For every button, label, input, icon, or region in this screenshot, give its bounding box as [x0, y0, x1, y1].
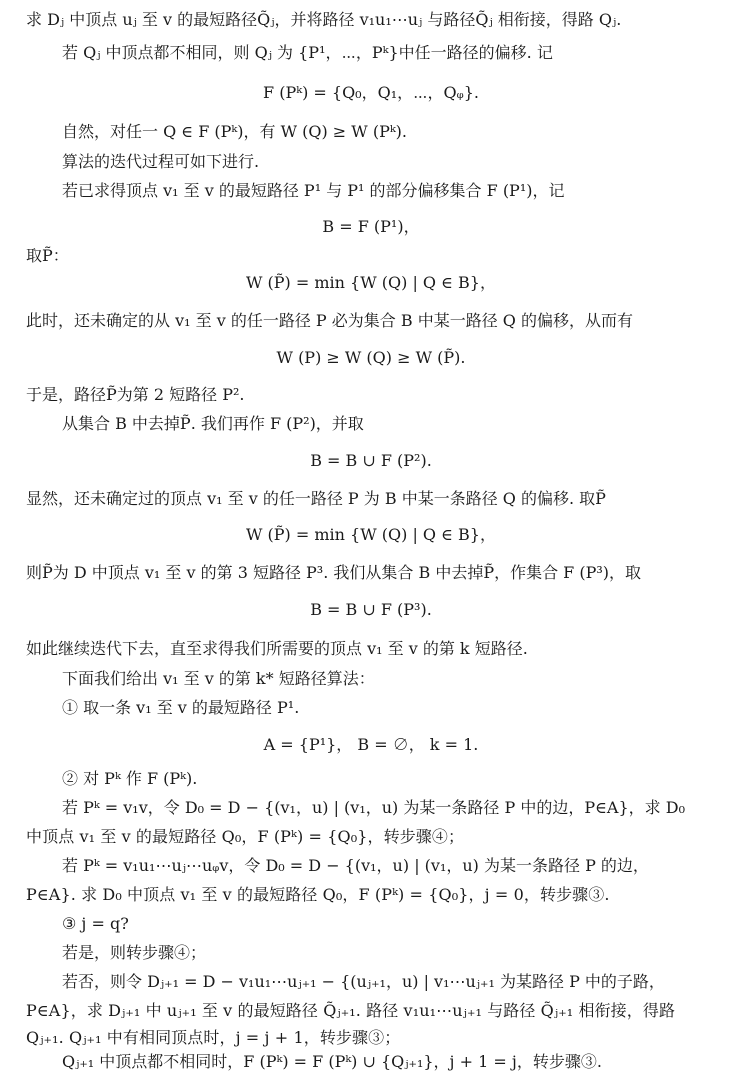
text-line: 则P̃为 D 中顶点 v₁ 至 v 的第 3 短路径 P³. 我们从集合 B 中去掉P̃，作集合 F (P³)，取 — [26, 563, 642, 582]
text-line: Qⱼ₊₁. Qⱼ₊₁ 中有相同顶点时，j = j + 1，转步骤③； — [26, 1028, 401, 1047]
text-line: ③ j = q? — [62, 914, 129, 933]
text-line: 求 Dⱼ 中顶点 uⱼ 至 v 的最短路径Q̃ⱼ，并将路径 v₁u₁⋯uⱼ 与路径Q̃ⱼ 相衔接，得路 Qⱼ. — [26, 10, 622, 29]
text-line: P∈A}，求 Dⱼ₊₁ 中 uⱼ₊₁ 至 v 的最短路径 Q̃ⱼ₊₁. 路径 v₁u₁⋯uⱼ₊₁ 与路径 Q̃ⱼ₊₁ 相衔接，得路 — [26, 1001, 676, 1020]
formula-line: W (P̃) = min {W (Q) | Q ∈ B}， — [246, 273, 496, 292]
formula-line: B = B ∪ F (P³). — [310, 600, 432, 619]
text-line: 若否，则令 Dⱼ₊₁ = D − v₁u₁⋯uⱼ₊₁ − {(uⱼ₊₁，u) | v₁⋯uⱼ₊₁ 为某路径 P 中的子路， — [62, 972, 665, 991]
text-line: 若 Pᵏ = v₁u₁⋯uⱼ⋯uᵩv，令 D₀ = D − {(v₁，u) | (v₁，u) 为某一条路径 P 的边， — [62, 856, 649, 875]
text-line: 中顶点 v₁ 至 v 的最短路径 Q₀，F (Pᵏ) = {Q₀}，转步骤④； — [26, 827, 465, 846]
formula-line: A = {P¹}， B = ∅， k = 1. — [263, 735, 479, 754]
text-line: 若已求得顶点 v₁ 至 v 的最短路径 P¹ 与 P¹ 的部分偏移集合 F (P¹)，记 — [62, 181, 565, 200]
text-line: 若是，则转步骤④； — [62, 943, 207, 962]
text-line: ② 对 Pᵏ 作 F (Pᵏ). — [62, 769, 198, 788]
formula-line: W (P̃) = min {W (Q) | Q ∈ B}， — [246, 525, 496, 544]
text-line: 取P̃： — [26, 246, 69, 265]
text-line: 自然，对任一 Q ∈ F (Pᵏ)，有 W (Q) ≥ W (Pᵏ). — [62, 122, 407, 141]
formula-line: F (Pᵏ) = {Q₀，Q₁，⋯，Qᵩ}. — [263, 83, 479, 102]
text-line: 若 Pᵏ = v₁v，令 D₀ = D − {(v₁，u) | (v₁，u) 为某一条路径 P 中的边，P∈A}，求 D₀ — [62, 798, 685, 817]
text-line: P∈A}. 求 D₀ 中顶点 v₁ 至 v 的最短路径 Q₀，F (Pᵏ) = {Q₀}，j = 0，转步骤③. — [26, 885, 610, 904]
text-line: 算法的迭代过程可如下进行. — [62, 152, 260, 171]
formula-line: W (P) ≥ W (Q) ≥ W (P̃). — [276, 348, 466, 367]
text-line: 于是，路径P̃为第 2 短路径 P². — [26, 385, 245, 404]
text-line: 此时，还未确定的从 v₁ 至 v 的任一路径 P 必为集合 B 中某一路径 Q 的偏移，从而有 — [26, 311, 633, 330]
text-line: 显然，还未确定过的顶点 v₁ 至 v 的任一路径 P 为 B 中某一条路径 Q 的偏移. 取P̃ — [26, 489, 606, 508]
text-line: Qⱼ₊₁ 中顶点都不相同时，F (Pᵏ) = F (Pᵏ) ∪ {Qⱼ₊₁}，j + 1 = j，转步骤③. — [62, 1052, 602, 1071]
formula-line: B = F (P¹)， — [322, 217, 420, 236]
text-line: 从集合 B 中去掉P̃. 我们再作 F (P²)，并取 — [62, 414, 364, 433]
text-line: 如此继续迭代下去，直至求得我们所需要的顶点 v₁ 至 v 的第 k 短路径. — [26, 639, 528, 658]
text-line: 若 Qⱼ 中顶点都不相同，则 Qⱼ 为 {P¹，⋯，Pᵏ}中任一路径的偏移. 记 — [62, 43, 553, 62]
formula-line: B = B ∪ F (P²). — [310, 451, 432, 470]
text-line: ① 取一条 v₁ 至 v 的最短路径 P¹. — [62, 698, 300, 717]
text-line: 下面我们给出 v₁ 至 v 的第 k* 短路径算法： — [62, 669, 375, 688]
